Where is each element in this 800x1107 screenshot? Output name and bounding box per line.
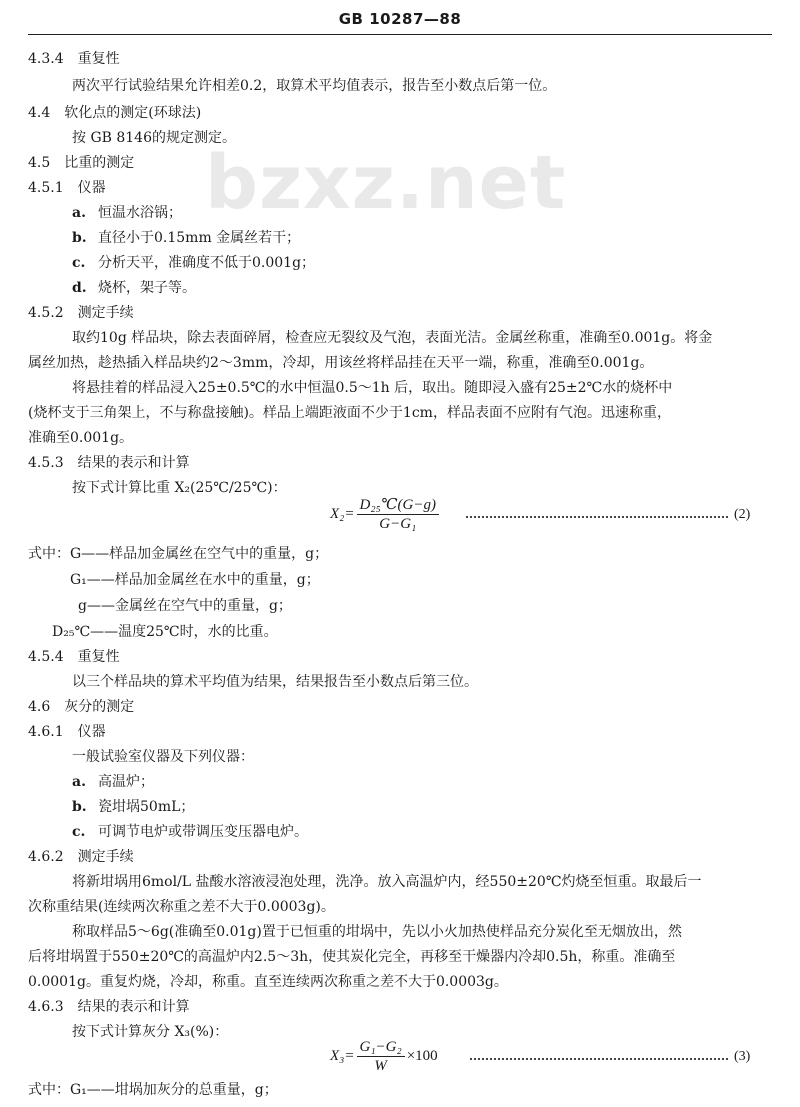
list-item-text: 可调节电炉或带调压变压器电炉。 (98, 824, 308, 840)
section-heading: 4.6.2 测定手续 (28, 849, 134, 865)
list-item (72, 228, 300, 248)
paragraph: 按下式计算比重 X₂(25℃/25℃)： (72, 480, 287, 496)
definition: g——金属丝在空气中的重量，g； (78, 598, 292, 614)
paragraph-continuation: 准确至0.001g。 (28, 430, 134, 446)
paragraph-continuation: 后将坩埚置于550±20℃的高温炉内2.5～3h，使其炭化完全，再移至干燥器内冷却0.5h，称重。准确至 (28, 949, 676, 965)
list-item (72, 253, 315, 273)
definition: D₂₅℃——温度25℃时，水的比重。 (52, 624, 278, 640)
section-heading: 4.5.3 结果的表示和计算 (28, 455, 190, 471)
list-item-text: 高温炉； (98, 774, 154, 790)
formula-fraction (357, 496, 440, 533)
section-heading: 4.5 比重的测定 (28, 155, 135, 171)
list-item-text: 恒温水浴锅； (98, 205, 182, 221)
equation-number: (3) (734, 1049, 751, 1064)
definition: G₁——样品加金属丝在水中的重量，g； (70, 572, 320, 588)
section-heading: 4.3.4 重复性 (28, 51, 120, 67)
watermark: bzxz.net (205, 140, 567, 226)
paragraph: 将悬挂着的样品浸入25±0.5℃的水中恒温0.5～1h 后，取出。随即浸入盛有25±2℃水的烧杯中 (72, 380, 673, 396)
list-item-text: 分析天平，准确度不低于0.001g； (98, 255, 316, 271)
list-item-text: 烧杯，架子等。 (98, 280, 196, 296)
formula-suffix: ×100 (406, 1047, 438, 1064)
paragraph: 按下式计算灰分 X₃(%)： (72, 1024, 229, 1040)
formula-numerator: G₁−G₂ (357, 1038, 405, 1057)
leader-dots (466, 516, 728, 518)
formula-fraction (357, 1038, 405, 1075)
formula-numerator: D₂₅℃(G−g) (357, 496, 440, 515)
formula-denominator: G−G₁ (379, 516, 417, 532)
leader-dots (470, 1058, 728, 1060)
list-marker: d. (72, 280, 87, 296)
section-heading: 4.5.1 仪器 (28, 180, 106, 196)
list-marker: b. (72, 230, 87, 246)
equation-number: (2) (734, 507, 751, 522)
paragraph: 取约10g 样品块，除去表面碎屑，检查应无裂纹及气泡，表面光洁。金属丝称重，准确至0.001g。将金 (72, 330, 713, 346)
paragraph: 将新坩埚用6mol/L 盐酸水溶液浸泡处理，洗净。放入高温炉内，经550±20℃灼烧至恒重。取最后一 (72, 874, 702, 890)
page-header: GB 10287—88 (338, 10, 462, 28)
section-heading: 4.6.1 仪器 (28, 724, 106, 740)
list-marker: c. (72, 255, 86, 271)
header-rule (28, 34, 772, 35)
list-marker: a. (72, 205, 86, 221)
list-marker: c. (72, 824, 86, 840)
section-heading: 4.6.3 结果的表示和计算 (28, 999, 190, 1015)
list-item-text: 瓷坩埚50mL； (98, 799, 195, 815)
list-marker: a. (72, 774, 86, 790)
paragraph-continuation: 属丝加热，趁热插入样品块约2～3mm，冷却，用该丝将样品挂在天平一端，称重，准确至0.001g。 (28, 355, 654, 371)
paragraph: 一般试验室仪器及下列仪器： (72, 749, 254, 765)
list-marker: b. (72, 799, 87, 815)
list-item (72, 822, 308, 842)
paragraph: 称取样品5～6g(准确至0.01g)置于已恒重的坩埚中，先以小火加热使样品充分炭化至无烟放出，然 (72, 924, 682, 940)
formula-3 (330, 1038, 438, 1075)
definition: 式中：G₁——坩埚加灰分的总重量，g； (28, 1082, 278, 1098)
paragraph-continuation: (烧杯支于三角架上，不与称盘接触)。样品上端距液面不少于1cm，样品表面不应附有气泡。迅速称重， (28, 405, 671, 421)
list-item (72, 797, 194, 817)
formula-2 (330, 496, 441, 533)
list-item (72, 203, 182, 223)
paragraph: 按 GB 8146的规定测定。 (72, 130, 237, 146)
definition: 式中：G——样品加金属丝在空气中的重量，g； (28, 546, 329, 562)
list-item (72, 772, 154, 792)
paragraph: 以三个样品块的算术平均值为结果，结果报告至小数点后第三位。 (72, 674, 478, 690)
paragraph: 两次平行试验结果允许相差0.2，取算术平均值表示，报告至小数点后第一位。 (72, 78, 557, 94)
paragraph-continuation: 次称重结果(连续两次称重之差不大于0.0003g)。 (28, 899, 335, 915)
section-heading: 4.5.4 重复性 (28, 649, 120, 665)
formula-lhs: X₂= (330, 505, 355, 522)
formula-denominator: W (374, 1058, 387, 1074)
list-item-text: 直径小于0.15mm 金属丝若干； (98, 230, 301, 246)
section-heading: 4.4 软化点的测定(环球法) (28, 105, 202, 121)
list-item (72, 278, 196, 298)
section-heading: 4.6 灰分的测定 (28, 699, 135, 715)
formula-lhs: X₃= (330, 1047, 355, 1064)
section-heading: 4.5.2 测定手续 (28, 305, 134, 321)
paragraph-continuation: 0.0001g。重复灼烧，冷却，称重。直至连续两次称重之差不大于0.0003g。 (28, 974, 508, 990)
